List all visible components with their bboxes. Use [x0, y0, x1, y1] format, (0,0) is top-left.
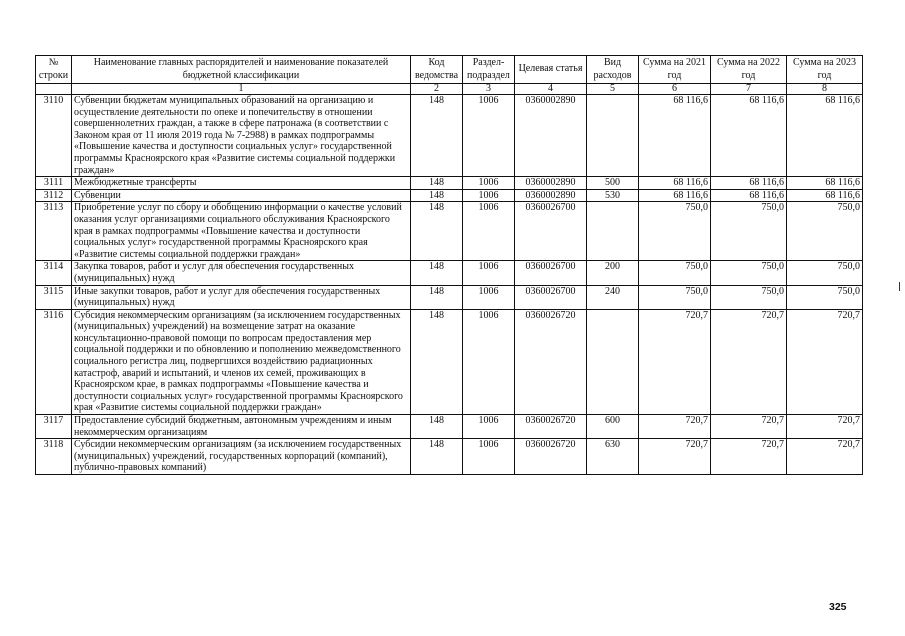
- row-name: Межбюджетные трансферты: [72, 177, 411, 190]
- row-department-code: 148: [411, 95, 463, 177]
- row-target-article: 0360026720: [515, 415, 587, 439]
- row-sum-2023: 720,7: [787, 415, 863, 439]
- row-department-code: 148: [411, 415, 463, 439]
- table-row: [36, 202, 863, 261]
- row-sum-2021: 750,0: [639, 202, 711, 261]
- column-number: 8: [787, 84, 863, 95]
- header-sum-2021: Сумма на 2021 год: [639, 56, 711, 84]
- row-name: Иные закупки товаров, работ и услуг для обеспечения государственных (муниципальных) нужд: [72, 285, 411, 309]
- row-sum-2021: 68 116,6: [639, 95, 711, 177]
- row-section: 1006: [463, 177, 515, 190]
- column-number: 4: [515, 84, 587, 95]
- row-sum-2023: 68 116,6: [787, 95, 863, 177]
- page-number: 325: [829, 601, 847, 613]
- row-target-article: 0360026700: [515, 202, 587, 261]
- column-number: 3: [463, 84, 515, 95]
- column-number-row: [36, 84, 863, 95]
- row-section: 1006: [463, 261, 515, 285]
- row-sum-2022: 750,0: [711, 202, 787, 261]
- table-row: [36, 177, 863, 190]
- row-target-article: 0360002890: [515, 177, 587, 190]
- row-number: 3118: [36, 439, 72, 475]
- table-row: [36, 309, 863, 414]
- row-number: 3115: [36, 285, 72, 309]
- row-department-code: 148: [411, 202, 463, 261]
- row-expense-type: 240: [587, 285, 639, 309]
- row-expense-type: 630: [587, 439, 639, 475]
- row-department-code: 148: [411, 439, 463, 475]
- scan-edge-mark: [899, 282, 900, 291]
- row-name: Субвенции: [72, 189, 411, 202]
- row-target-article: 0360026720: [515, 309, 587, 414]
- row-sum-2023: 750,0: [787, 261, 863, 285]
- table-row: [36, 415, 863, 439]
- table-row: [36, 439, 863, 475]
- table-row: [36, 189, 863, 202]
- row-department-code: 148: [411, 261, 463, 285]
- row-expense-type: 500: [587, 177, 639, 190]
- column-number: 1: [72, 84, 411, 95]
- row-name: Закупка товаров, работ и услуг для обеспечения государственных (муниципальных) нужд: [72, 261, 411, 285]
- row-expense-type: 530: [587, 189, 639, 202]
- row-sum-2021: 750,0: [639, 261, 711, 285]
- row-department-code: 148: [411, 177, 463, 190]
- row-number: 3113: [36, 202, 72, 261]
- row-section: 1006: [463, 202, 515, 261]
- row-sum-2021: 68 116,6: [639, 177, 711, 190]
- row-sum-2023: 68 116,6: [787, 189, 863, 202]
- row-sum-2022: 750,0: [711, 261, 787, 285]
- row-number: 3110: [36, 95, 72, 177]
- row-name: Субвенции бюджетам муниципальных образований на организацию и осуществление деятельности по опеке и попечительству в отношении совершеннолетних граждан, а также в сфере патронажа (в соответствии с Законом края от 11 июля 2019 года № 7-2988) в рамках подпрограммы «Повышение качества и доступности социальных услуг» государственной программы Красноярского края «Развитие системы социальной поддержки граждан»: [72, 95, 411, 177]
- row-sum-2023: 750,0: [787, 285, 863, 309]
- row-sum-2023: 720,7: [787, 309, 863, 414]
- row-number: 3116: [36, 309, 72, 414]
- row-sum-2022: 68 116,6: [711, 95, 787, 177]
- table-row: [36, 261, 863, 285]
- column-number: [36, 84, 72, 95]
- row-department-code: 148: [411, 189, 463, 202]
- row-section: 1006: [463, 285, 515, 309]
- column-number: 6: [639, 84, 711, 95]
- header-target-article: Целевая статья: [515, 56, 587, 84]
- row-sum-2023: 720,7: [787, 439, 863, 475]
- header-expense-type: Вид расходов: [587, 56, 639, 84]
- row-name: Приобретение услуг по сбору и обобщению информации о качестве условий оказания услуг организациями социального обслуживания Красноярского края в рамках подпрограммы «Повышение качества и доступности социальных услуг» государственной программы Красноярского края «Развитие системы социальной поддержки граждан»: [72, 202, 411, 261]
- header-sum-2022: Сумма на 2022 год: [711, 56, 787, 84]
- row-name: Предоставление субсидий бюджетным, автономным учреждениям и иным некоммерческим организациям: [72, 415, 411, 439]
- row-sum-2022: 720,7: [711, 439, 787, 475]
- column-number: 2: [411, 84, 463, 95]
- row-number: 3111: [36, 177, 72, 190]
- row-target-article: 0360002890: [515, 95, 587, 177]
- row-sum-2021: 720,7: [639, 309, 711, 414]
- table-row: [36, 95, 863, 177]
- row-department-code: 148: [411, 285, 463, 309]
- row-target-article: 0360026720: [515, 439, 587, 475]
- row-expense-type: 200: [587, 261, 639, 285]
- row-section: 1006: [463, 189, 515, 202]
- header-name: Наименование главных распорядителей и наименование показателей бюджетной классификации: [72, 56, 411, 84]
- header-section: Раздел-подраздел: [463, 56, 515, 84]
- row-sum-2021: 750,0: [639, 285, 711, 309]
- row-sum-2022: 68 116,6: [711, 177, 787, 190]
- header-sum-2023: Сумма на 2023 год: [787, 56, 863, 84]
- row-department-code: 148: [411, 309, 463, 414]
- row-expense-type: 600: [587, 415, 639, 439]
- row-sum-2022: 750,0: [711, 285, 787, 309]
- table-row: [36, 285, 863, 309]
- row-sum-2022: 68 116,6: [711, 189, 787, 202]
- column-number: 5: [587, 84, 639, 95]
- row-sum-2022: 720,7: [711, 415, 787, 439]
- budget-table: [35, 55, 863, 475]
- row-expense-type: [587, 95, 639, 177]
- row-sum-2021: 68 116,6: [639, 189, 711, 202]
- row-number: 3117: [36, 415, 72, 439]
- row-target-article: 0360026700: [515, 261, 587, 285]
- row-target-article: 0360002890: [515, 189, 587, 202]
- row-sum-2023: 68 116,6: [787, 177, 863, 190]
- row-target-article: 0360026700: [515, 285, 587, 309]
- row-sum-2022: 720,7: [711, 309, 787, 414]
- row-section: 1006: [463, 309, 515, 414]
- column-number: 7: [711, 84, 787, 95]
- row-expense-type: [587, 202, 639, 261]
- row-name: Субсидия некоммерческим организациям (за исключением государственных (муниципальных) учреждений) на возмещение затрат на оказание консультационно-правовой помощи по вопросам предоставления мер социальной поддержки и по обновлению и пополнению межведомственного социального регистра лиц, подвергшихся воздействию радиационных катастроф, аварий и испытаний, и членов их семей, проживающих в Красноярском крае, в рамках подпрограммы «Повышение качества и доступности социальных услуг» государственной программы Красноярского края «Развитие системы социальной поддержки граждан»: [72, 309, 411, 414]
- row-sum-2023: 750,0: [787, 202, 863, 261]
- row-expense-type: [587, 309, 639, 414]
- header-row-number: № строки: [36, 56, 72, 84]
- row-number: 3114: [36, 261, 72, 285]
- row-sum-2021: 720,7: [639, 415, 711, 439]
- table-header-row: [36, 56, 863, 84]
- row-name: Субсидии некоммерческим организациям (за исключением государственных (муниципальных) учреждений, государственных корпораций (компаний), публично-правовых компаний): [72, 439, 411, 475]
- row-sum-2021: 720,7: [639, 439, 711, 475]
- row-number: 3112: [36, 189, 72, 202]
- header-department-code: Код ведомства: [411, 56, 463, 84]
- row-section: 1006: [463, 415, 515, 439]
- row-section: 1006: [463, 95, 515, 177]
- row-section: 1006: [463, 439, 515, 475]
